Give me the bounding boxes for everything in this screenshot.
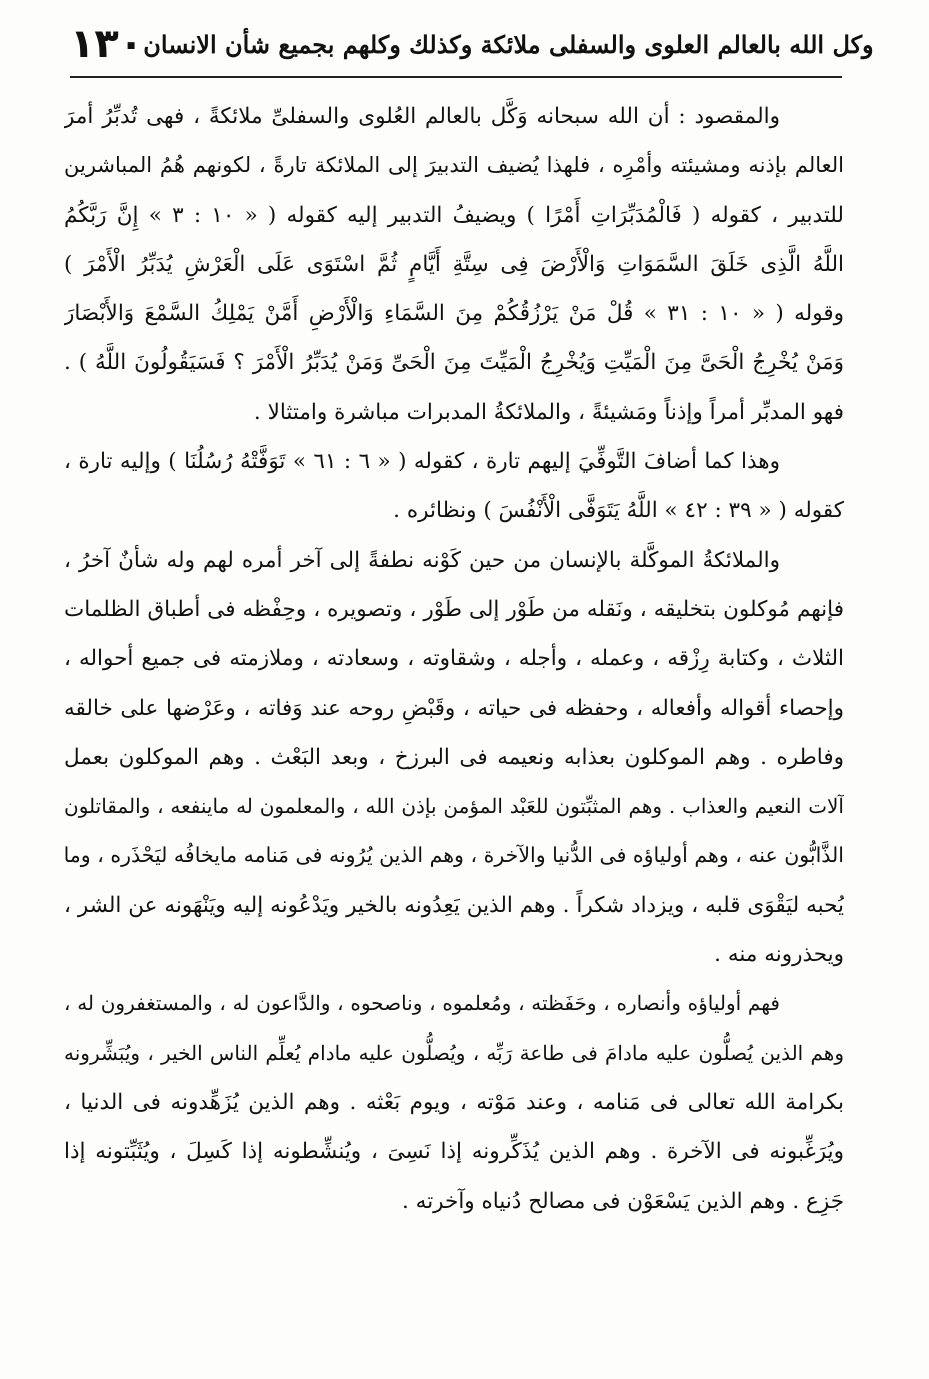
text-line: فهم أولياؤه وأنصاره ، وحَفَظته ، ومُعلموه ، وناصحوه ، والدَّاعون له ، والمستغفرون له ، — [64, 991, 780, 1016]
paragraph — [64, 979, 844, 1225]
paragraph — [64, 536, 844, 980]
text-line: فهو المدبِّر أمراً وإذناً ومَشيئةً ، والملائكةُ المدبرات مباشرة وامتثالا . — [253, 399, 844, 425]
text-line: وقوله ( « ١٠ : ٣١ » قُلْ مَنْ يَرْزُقُكُمْ مِنَ السَّمَاءِ وَالْأَرْضِ أَمَّنْ يَمْلِكُ السَّمْعَ وَالأَبْصَارَ — [64, 301, 844, 327]
text-line: بكرامة الله تعالى فى مَنامه ، وعند مَوْته ، ويوم بَعْثه . وهم الذين يُزَهِّدونه فى الدنيا ، — [64, 1089, 844, 1115]
page-body — [64, 92, 844, 1226]
text-line: وهذا كما أضافَ التَّوفِّيَ إليهم تارة ، كقوله ( « ٦ : ٦١ » تَوَفَّتْهُ رُسُلُنَا ) وإليه تارة ، — [64, 449, 780, 475]
paragraph — [64, 92, 844, 437]
text-line: للتدبير ، كقوله ( فَالْمُدَبِّرَاتِ أَمْرًا ) ويضيفُ التدبير إليه كقوله ( « ١٠ : ٣ » إِنَّ رَبَّكُمُ — [64, 202, 844, 228]
text-line: والمقصود : أن الله سبحانه وَكَّل بالعالم العُلوى والسفلىِّ ملائكةً ، فهى تُدبِّرُ أمرَ — [64, 104, 780, 129]
page-number: ١٣٠ — [70, 21, 144, 67]
text-line: الذَّابُّون عنه ، وهم أولياؤه فى الدُّنيا والآخرة ، وهم الذين يُرُونه فى مَنامه مايخافُه ليَحْذَره ، وما — [64, 843, 844, 868]
text-line: اللَّهُ الَّذِى خَلَقَ السَّمَوَاتِ وَالْأَرْضَ فِى سِتَّةِ أَيَّامٍ ثُمَّ اسْتَوَى عَلَى الْعَرْشِ يُدَبِّرُ الْأَمْرَ ) — [64, 251, 844, 277]
text-line: يُحبه ليَقْوَى قلبه ، ويزداد شكراً . وهم الذين يَعِدُونه بالخير ويَدْعُونه إليه ويَنْهَونه عن الشر ، — [64, 892, 844, 918]
text-line: وفاطره . وهم الموكلون بعذابه ونعيمه فى البرزخ ، وبعد البَعْث . وهم الموكلون بعمل — [64, 744, 844, 770]
text-line: وإحصاء أقواله وأفعاله ، وحفظه فى حياته ، وقَبْضِ روحه عند وَفاته ، وعَرْضها على خالقه — [64, 695, 844, 721]
text-line: الثلاث ، وكتابة رِزْقه ، وعمله ، وأجله ، وشقاوته ، وسعادته ، وملازمته فى جميع أحواله ، — [64, 646, 844, 672]
text-line: ويُرَغِّبونه فى الآخرة . وهم الذين يُذَكِّرونه إذا نَسِىَ ، ويُنشِّطونه إذا كَسِلَ ، ويُثَبِّتونه إذا — [64, 1139, 844, 1165]
text-line: وهم الذين يُصلُّون عليه مادامَ فى طاعة رَبِّه ، ويُصلُّون عليه مادام يُعلِّم الناس الخير ، ويُبَشِّرونه — [64, 1040, 844, 1065]
text-line: ويحذرونه منه . — [714, 942, 844, 968]
paragraph — [64, 437, 844, 536]
header-rule — [70, 76, 842, 78]
text-line: جَزِع . وهم الذين يَسْعَوْن فى مصالح دُنياه وآخرته . — [402, 1188, 844, 1214]
text-line: وَمَنْ يُخْرِجُ الْحَىَّ مِنَ الْمَيِّتِ وَيُخْرِجُ الْمَيِّتَ مِنَ الْحَىِّ وَمَنْ يُدَبِّرُ الْأَمْرَ ؟ فَسَيَقُولُونَ اللَّهُ ) . — [64, 350, 844, 376]
text-line: فإنهم مُوكلون بتخليقه ، ونَقله من طَوْر إلى طَوْر ، وتصويره ، وحِفْظه فى أطباق الظلمات — [64, 596, 844, 622]
text-line: والملائكةُ الموكَّلة بالإنسان من حين كَوْنه نطفةً إلى آخر أمره لهم وله شأنٌ آخرُ ، — [64, 547, 780, 573]
text-line: آلات النعيم والعذاب . وهم المثبِّتون للعَبْد المؤمن بإذن الله ، والمعلمون له ماينفعه ، والمقاتلون — [64, 794, 844, 819]
page-header — [70, 14, 874, 74]
running-head: وكل الله بالعالم العلوى والسفلى ملائكة وكذلك وكلهم بجميع شأن الانسان — [143, 29, 874, 59]
text-line: العالم بإذنه ومشيئته وأمْرِه ، فلهذا يُضيف التدبيرَ إلى الملائكة تارةً ، لكونهم هُمُ المباشرين — [64, 153, 844, 178]
text-line: كقوله ( « ٣٩ : ٤٢ » اللَّهُ يَتَوَفَّى الْأَنْفُسَ ) ونظائره . — [393, 498, 844, 524]
